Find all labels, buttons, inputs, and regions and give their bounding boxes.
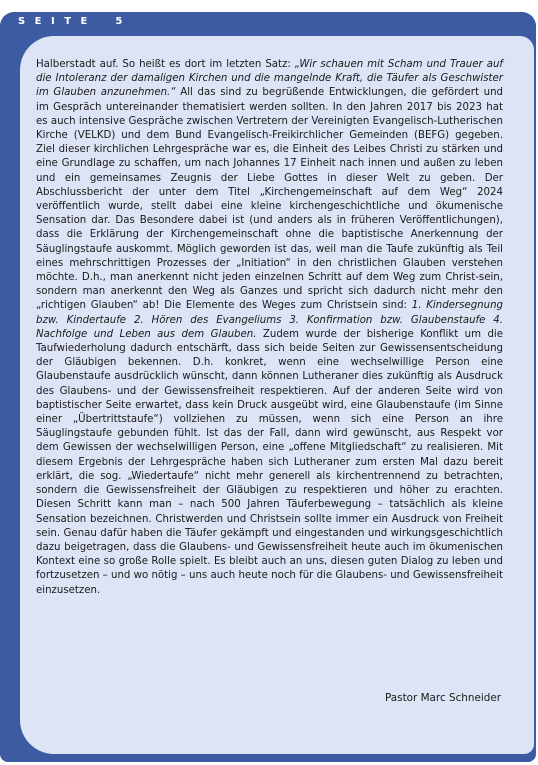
article-paragraph	[36, 58, 503, 598]
page-label: S E I T E	[18, 16, 91, 27]
article-text-1: Halberstadt auf. So heißt es dort im letzten Satz:	[36, 59, 295, 70]
article-quote: „Wir schauen mit Scham und Trauer auf die Intoleranz der damaligen Kirchen und die mangelnde Kraft, die Täufer als Geschwister im Glauben anzunehmen.“	[36, 59, 503, 99]
author-signature: Pastor Marc Schneider	[385, 692, 501, 704]
article-text-2: All das sind zu begrüßende Entwicklungen, die gefördert und im Gespräch untereinander thematisiert werden sollten. In den Jahren 2017 bis 2023 hat es auch intensive Gespräche zwischen Vertretern der Vereinigten Evangelisch-Lutherischen Kirche (VELKD) und dem Bund Evangelisch-Freikirchlicher Gemeinden (BEFG) gegeben. Ziel dieser kirchlichen Lehrgespräche war es, die Einheit des Leibes Christi zu stärken und eine Grundlage zu schaffen, um nach Johannes 17 Einheit nach innen und außen zu leben und ein gemeinsames Zeugnis der Liebe Gottes in dieser Welt zu geben. Der Abschlussbericht der unter dem Titel „Kirchengemeinschaft auf dem Weg“ 2024 veröffentlich wurde, stellt dabei eine kleine kirchengeschichtliche und ökumenische Sensation dar. Das Besondere dabei ist (und anders als in früheren Veröffentlichungen), dass die Erklärung der Kirchengemeinschaft ohne die baptistische Anerkennung der Säuglingstaufe auskommt. Möglich geworden ist das, weil man die Taufe zukünftig als Teil eines mehrschrittigen Prozesses der „Initiation“ in den christlichen Glauben verstehen möchte. D.h., man anerkennt nicht jeden einzelnen Schritt auf dem Weg zum Christ-sein, sondern man anerkennt den Weg als Ganzes und spricht sich dadurch nicht mehr den „richtigen Glauben“ ab! Die Elemente des Weges zum Christsein sind:	[36, 87, 503, 312]
article-text-3: Zudem wurde der bisherige Konflikt um die Taufwiederholung dadurch entschärft, dass sich beide Seiten zur Gewissensentscheidung der Gläubigen bekennen. D.h. konkret, wenn eine wechselwillige Person eine Glaubenstaufe ausdrücklich wünscht, dann können Lutheraner dies zukünftig als Ausdruck des Glaubens- und der Gewissensfreiheit respektieren. Auf der anderen Seite wird von baptistischer Seite erwartet, dass kein Druck ausgeübt wird, eine Glaubenstaufe (im Sinne einer „Übertrittstaufe“) vollziehen zu müssen, wenn sich eine Person an ihre Säuglingstaufe gebunden fühlt. Ist das der Fall, dann wird gewünscht, aus Respekt vor dem Gewissen der wechselwilligen Person, eine „offene Mitgliedschaft“ zu realisieren. Mit diesem Ergebnis der Lehrgespräche haben sich Lutheraner zum ersten Mal dazu bereit erklärt, die sog. „Wiedertaufe“ nicht mehr generell als kirchentrennend zu betrachten, sondern die Gewissensfreiheit der Gläubigen zu respektieren und höher zu erachten. Diesen Schritt kann man – nach 500 Jahren Täuferbewegung – tatsächlich als kleine Sensation bezeichnen. Christwerden und Christsein sollte immer ein Ausdruck von Freiheit sein. Genau dafür haben die Täufer gekämpft und eingestanden und wirkungsgeschichtlich dazu beigetragen, dass die Glaubens- und Gewissensfreiheit heute auch im ökumenischen Kontext eine so große Rolle spielt. Es bleibt auch an uns, diesen guten Dialog zu leben und fortzusetzen – und wo nötig – uns auch heute noch für die Glaubens- und Gewissensfreiheit einzusetzen.	[36, 328, 504, 596]
page-number: 5	[115, 16, 126, 27]
article-steps: 1. Kindersegnung bzw. Kindertaufe 2. Hören des Evangeliums 3. Konfirmation bzw. Glaubenstaufe 4. Nachfolge und Leben aus dem Glauben.	[36, 300, 503, 340]
page-header	[18, 16, 125, 27]
article-body	[36, 58, 503, 598]
